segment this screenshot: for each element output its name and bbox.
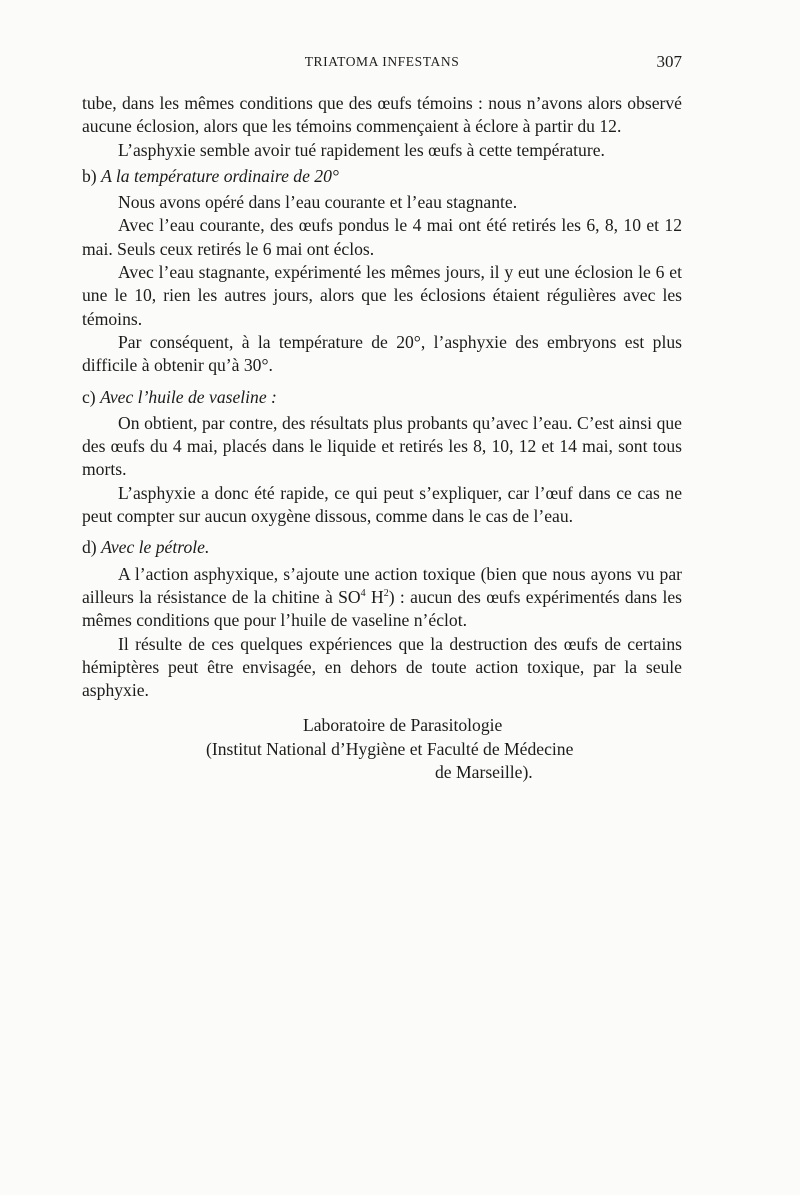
section-b-title: A la température ordinaire de 20° [101,165,339,186]
petrole-text-h: H [365,586,384,607]
page-body [82,52,682,784]
signature-city: de Marseille). [435,762,533,783]
paragraph-eau-courante-stagnante: Nous avons opéré dans l’eau courante et l’eau stagnante. [118,192,518,213]
petrole-text-start: A l’action asphyxique, s’ajoute une action toxique (bien que nous ayons vu par ailleurs la résistance de la chitine à SO [82,563,682,607]
paragraph-vaseline-explanation: L’asphyxie a donc été rapide, ce qui peut s’expliquer, car l’œuf dans ce cas ne peut compter sur aucun oxygène dissous, comme dans le cas de l’eau. [82,482,682,527]
section-d-label: d) [82,537,102,558]
running-title: TRIATOMA INFESTANS [304,54,460,69]
paragraph-continuation: tube, dans les mêmes conditions que des œufs témoins : nous n’avons alors observé aucune éclosion, alors que les témoins commençaient à éclore à partir du 12. [82,93,682,137]
section-c-heading [82,386,682,409]
paragraph-eau-courante: Avec l’eau courante, des œufs pondus le 4 mai ont été retirés les 6, 8, 10 et 12 mai. Seuls ceux retirés le 6 mai ont éclos. [82,215,682,259]
paragraph-consequence-20: Par conséquent, à la température de 20°, l’asphyxie des embryons est plus difficile à obtenir qu’à 30°. [82,331,682,376]
paragraph-petrole [82,563,682,633]
paragraph-asphyxie-30: L’asphyxie semble avoir tué rapidement les œufs à cette température. [118,139,605,160]
paragraph-eau-stagnante: Avec l’eau stagnante, expérimenté les mêmes jours, il y eut une éclosion le 6 et une le 10, rien les autres jours, alors que les éclosions étaient régulières avec les témoins. [82,262,682,329]
section-c-label: c) [82,386,101,407]
petrole-superscript-4: 4 [360,588,366,600]
signature-institute: (Institut National d’Hygiène et Faculté de Médecine [206,738,574,759]
section-c-title: Avec l’huile de vaseline : [100,386,277,407]
section-d-title: Avec le pétrole. [101,537,210,558]
section-b-label: b) [82,165,102,186]
petrole-superscript-2: 2 [383,588,389,600]
paragraph-conclusion: Il résulte de ces quelques expériences que la destruction des œufs de certains hémiptères peut être envisagée, en dehors de toute action toxique, par la seule asphyxie. [82,633,682,701]
signature-block [82,714,682,784]
signature-laboratory: Laboratoire de Parasitologie [303,715,503,736]
petrole-text-end: ) : aucun des œufs expérimentés dans les mêmes conditions que pour l’huile de vaseline n’éclot. [82,586,682,631]
section-b-heading [82,165,682,188]
section-d-heading [82,536,682,559]
page-number: 307 [656,52,682,71]
running-head [82,52,682,78]
paragraph-vaseline-results: On obtient, par contre, des résultats plus probants qu’avec l’eau. C’est ainsi que des œufs du 4 mai, placés dans le liquide et retirés les 8, 10, 12 et 14 mai, sont tous morts. [82,412,682,480]
